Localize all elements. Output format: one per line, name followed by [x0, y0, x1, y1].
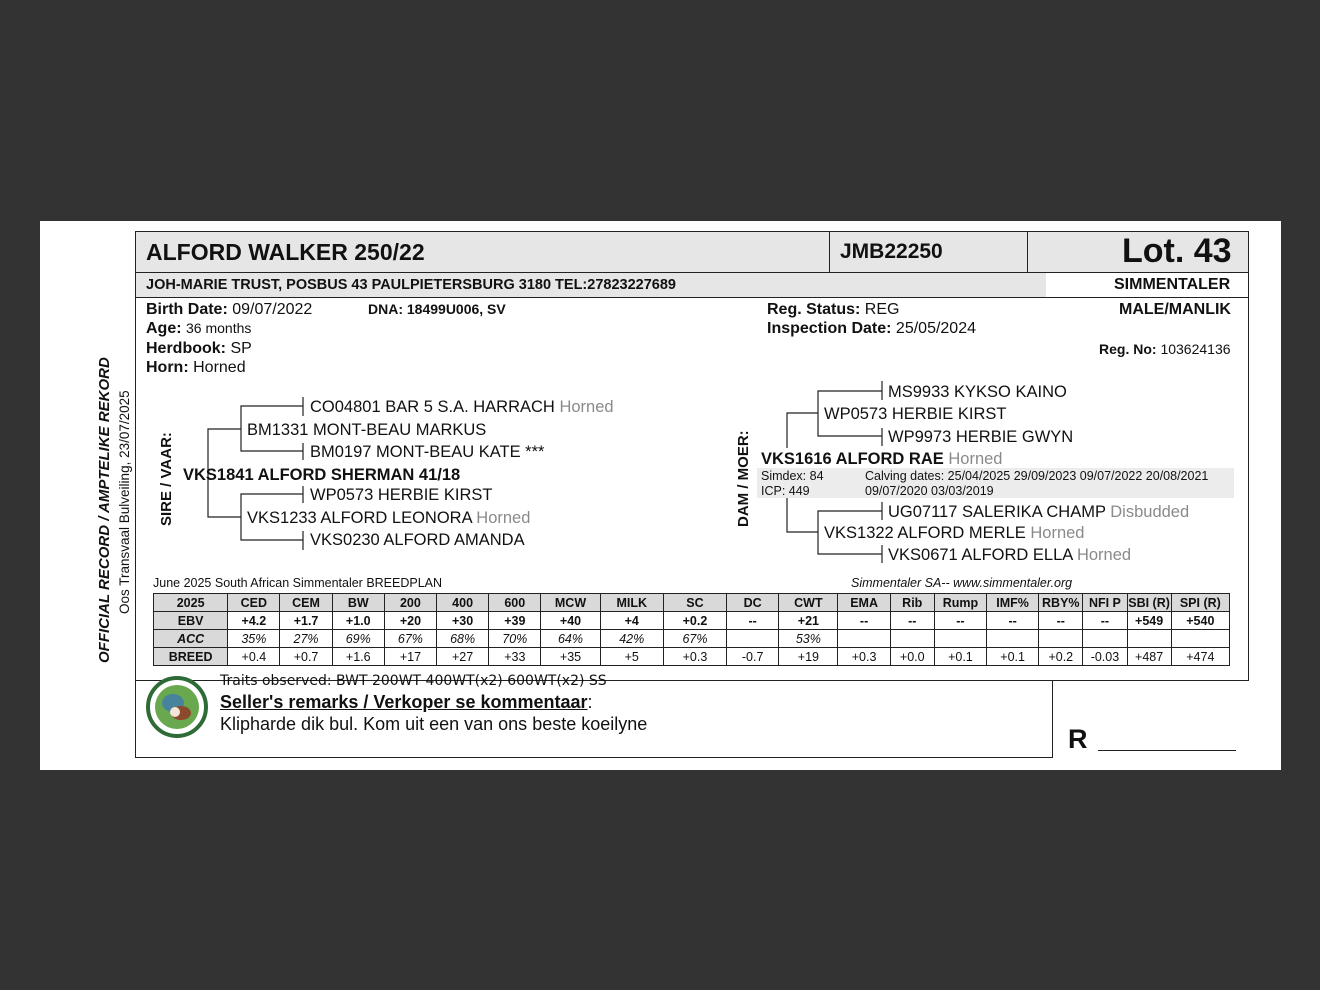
acc-row	[154, 630, 1230, 648]
age: 36 months	[186, 320, 252, 336]
table-header-cell: RBY%	[1039, 594, 1083, 612]
dam-dam-dam: VKS0671 ALFORD ELLA Horned	[888, 546, 1132, 564]
ebv-cell: +1.0	[332, 612, 384, 630]
dam-dam-horn: Horned	[1030, 524, 1085, 542]
breed-cell: +0.7	[280, 648, 332, 666]
dam-dam-dam-horn: Horned	[1076, 546, 1132, 564]
ebv-cell: --	[1039, 612, 1083, 630]
breed-cell: +0.1	[987, 648, 1039, 666]
acc-cell: 67%	[663, 630, 726, 648]
traits-observed: Traits observed: BWT 200WT 400WT(x2) 600WT(x2) SS	[220, 673, 607, 689]
table-header-cell: CWT	[779, 594, 838, 612]
breed-cell: -0.7	[727, 648, 779, 666]
animal-name: ALFORD WALKER 250/22	[146, 239, 425, 265]
breed-cell: +35	[541, 648, 600, 666]
breed-cell: +0.4	[228, 648, 280, 666]
breedplan-source: Simmentaler SA-- www.simmentaler.org	[851, 576, 1073, 590]
remarks-heading-row: Seller's remarks / Verkoper se kommentaar:	[220, 692, 593, 712]
ebv-cell: +20	[384, 612, 436, 630]
inspection-row: Inspection Date: 25/05/2024	[767, 320, 976, 337]
dam-label: DAM / MOER:	[735, 430, 752, 527]
remarks-text: Klipharde dik bul. Kom uit een van ons beste koeilyne	[220, 714, 648, 734]
sire-label: SIRE / VAAR:	[158, 432, 175, 526]
table-header-cell: MCW	[541, 594, 600, 612]
ebv-cell: +0.2	[663, 612, 726, 630]
ebv-cell: --	[727, 612, 779, 630]
breed-cell: BREED	[154, 648, 228, 666]
acc-cell: 35%	[228, 630, 280, 648]
sex: MALE/MANLIK	[1119, 301, 1231, 318]
ebv-cell: +40	[541, 612, 600, 630]
acc-cell: 68%	[437, 630, 489, 648]
calving-dates-1: Calving dates: 25/04/2025 29/09/2023 09/07/2022 20/08/2021	[865, 469, 1209, 483]
breedplan-table	[153, 593, 1230, 666]
dam-dam-sire-horn: Disbudded	[1110, 503, 1190, 521]
acc-cell	[727, 630, 779, 648]
ebv-cell: --	[838, 612, 890, 630]
breed-cell: -0.03	[1083, 648, 1127, 666]
table-header-cell: 2025	[154, 594, 228, 612]
price-field[interactable]	[1098, 750, 1236, 751]
dam: VKS1616 ALFORD RAE Horned	[761, 450, 1003, 468]
table-header-cell: DC	[727, 594, 779, 612]
reg-no-row: Reg. No: 103624136	[1099, 341, 1231, 357]
breed-cell: +33	[489, 648, 541, 666]
ebv-cell: --	[890, 612, 934, 630]
reg-status: REG	[864, 301, 900, 318]
sire-sire: BM1331 MONT-BEAU MARKUS	[247, 421, 487, 439]
breed-row	[154, 648, 1230, 666]
herdbook: SP	[230, 340, 252, 357]
acc-cell: 42%	[600, 630, 663, 648]
acc-cell: 53%	[779, 630, 838, 648]
breed-cell: +17	[384, 648, 436, 666]
breeder-info: JOH-MARIE TRUST, POSBUS 43 PAULPIETERSBURG 3180 TEL:27823227689	[146, 277, 676, 293]
birth-date-row: Birth Date: 09/07/2022	[146, 301, 313, 318]
acc-cell	[987, 630, 1039, 648]
official-record-title: OFFICIAL RECORD / AMPTELIKE REKORD	[96, 357, 113, 663]
acc-cell: 67%	[384, 630, 436, 648]
table-header-cell: IMF%	[987, 594, 1039, 612]
icp: ICP: 449	[761, 484, 810, 498]
acc-cell: ACC	[154, 630, 228, 648]
ebv-cell: --	[934, 612, 986, 630]
ebv-cell: +30	[437, 612, 489, 630]
ebv-cell: +1.7	[280, 612, 332, 630]
reg-no: 103624136	[1160, 341, 1231, 357]
ebv-cell: +540	[1171, 612, 1229, 630]
table-header-cell: EMA	[838, 594, 890, 612]
acc-cell	[890, 630, 934, 648]
dam-sire-dam: WP9973 HERBIE GWYN	[888, 428, 1074, 446]
table-header-cell: CED	[228, 594, 280, 612]
horn-row: Horn: Horned	[146, 359, 246, 376]
table-header-cell: SC	[663, 594, 726, 612]
dam-dam: VKS1322 ALFORD MERLE Horned	[824, 524, 1085, 542]
table-header-cell: BW	[332, 594, 384, 612]
breed-cell: +0.0	[890, 648, 934, 666]
breed-cell: +1.6	[332, 648, 384, 666]
sire: VKS1841 ALFORD SHERMAN 41/18	[183, 466, 461, 484]
sire-dam-dam: VKS0230 ALFORD AMANDA	[310, 531, 525, 549]
sire-dam: VKS1233 ALFORD LEONORA Horned	[247, 509, 531, 527]
dna-info: DNA: 18499U006, SV	[368, 301, 506, 317]
breed-cell: +0.1	[934, 648, 986, 666]
reg-status-row: Reg. Status: REG	[767, 301, 900, 318]
table-header-cell: CEM	[280, 594, 332, 612]
acc-cell: 64%	[541, 630, 600, 648]
acc-cell	[1039, 630, 1083, 648]
ebv-cell: +21	[779, 612, 838, 630]
breed-cell: +27	[437, 648, 489, 666]
inspection-date: 25/05/2024	[895, 320, 976, 337]
breedplan-caption: June 2025 South African Simmentaler BREEDPLAN	[153, 576, 443, 590]
ebv-cell: --	[1083, 612, 1127, 630]
breed-cell: +5	[600, 648, 663, 666]
acc-cell: 27%	[280, 630, 332, 648]
birth-date: 09/07/2022	[232, 301, 313, 318]
ebv-cell: +4.2	[228, 612, 280, 630]
table-header-cell: Rump	[934, 594, 986, 612]
acc-cell: 69%	[332, 630, 384, 648]
lot-number: Lot. 43	[1122, 232, 1232, 270]
acc-cell	[934, 630, 986, 648]
ebv-cell: +39	[489, 612, 541, 630]
ebv-cell: +4	[600, 612, 663, 630]
ebv-cell: --	[987, 612, 1039, 630]
breed-name: SIMMENTALER	[1114, 276, 1231, 293]
table-header-cell: Rib	[890, 594, 934, 612]
herdbook-row: Herdbook: SP	[146, 340, 252, 357]
ebv-cell: +549	[1127, 612, 1171, 630]
age-row: Age: 36 months	[146, 320, 252, 337]
sire-sire-dam: BM0197 MONT-BEAU KATE ***	[310, 443, 545, 461]
sire-dam-sire: WP0573 HERBIE KIRST	[310, 486, 493, 504]
sire-sire-sire-horn: Horned	[559, 398, 614, 416]
breed-cell: +19	[779, 648, 838, 666]
ebv-cell: EBV	[154, 612, 228, 630]
table-header-cell: 200	[384, 594, 436, 612]
dam-horn: Horned	[948, 450, 1003, 468]
simdex: Simdex: 84	[761, 469, 824, 483]
acc-cell	[1127, 630, 1171, 648]
sire-sire-sire: CO04801 BAR 5 S.A. HARRACH Horned	[310, 398, 614, 416]
auction-subtitle: Oos Transvaal Bulveiling, 23/07/2025	[117, 390, 132, 614]
acc-cell	[1083, 630, 1127, 648]
table-header-row	[154, 594, 1230, 612]
price-label: R	[1068, 724, 1088, 754]
dam-sire: WP0573 HERBIE KIRST	[824, 405, 1007, 423]
table-header-cell: 600	[489, 594, 541, 612]
breed-cell: +0.2	[1039, 648, 1083, 666]
remarks-heading: Seller's remarks / Verkoper se kommentaar	[220, 692, 588, 712]
acc-cell	[1171, 630, 1229, 648]
breed-cell: +487	[1127, 648, 1171, 666]
table-header-cell: SPI (R)	[1171, 594, 1229, 612]
sire-dam-horn: Horned	[476, 509, 531, 527]
table-header-cell: MILK	[600, 594, 663, 612]
table-header-cell: NFI P	[1083, 594, 1127, 612]
breed-cell: +0.3	[838, 648, 890, 666]
dam-sire-sire: MS9933 KYKSO KAINO	[888, 383, 1067, 401]
dam-dam-sire: UG07117 SALERIKA CHAMP Disbudded	[888, 503, 1190, 521]
ebv-row	[154, 612, 1230, 630]
acc-cell: 70%	[489, 630, 541, 648]
acc-cell	[838, 630, 890, 648]
breed-cell: +0.3	[663, 648, 726, 666]
table-header-cell: 400	[437, 594, 489, 612]
calving-dates-2: 09/07/2020 03/03/2019	[865, 484, 994, 498]
table-header-cell: SBI (R)	[1128, 595, 1170, 610]
animal-id: JMB22250	[840, 240, 943, 263]
simmentaler-sa-logo-icon	[145, 676, 209, 738]
horn: Horned	[193, 359, 246, 376]
breed-cell: +474	[1171, 648, 1229, 666]
